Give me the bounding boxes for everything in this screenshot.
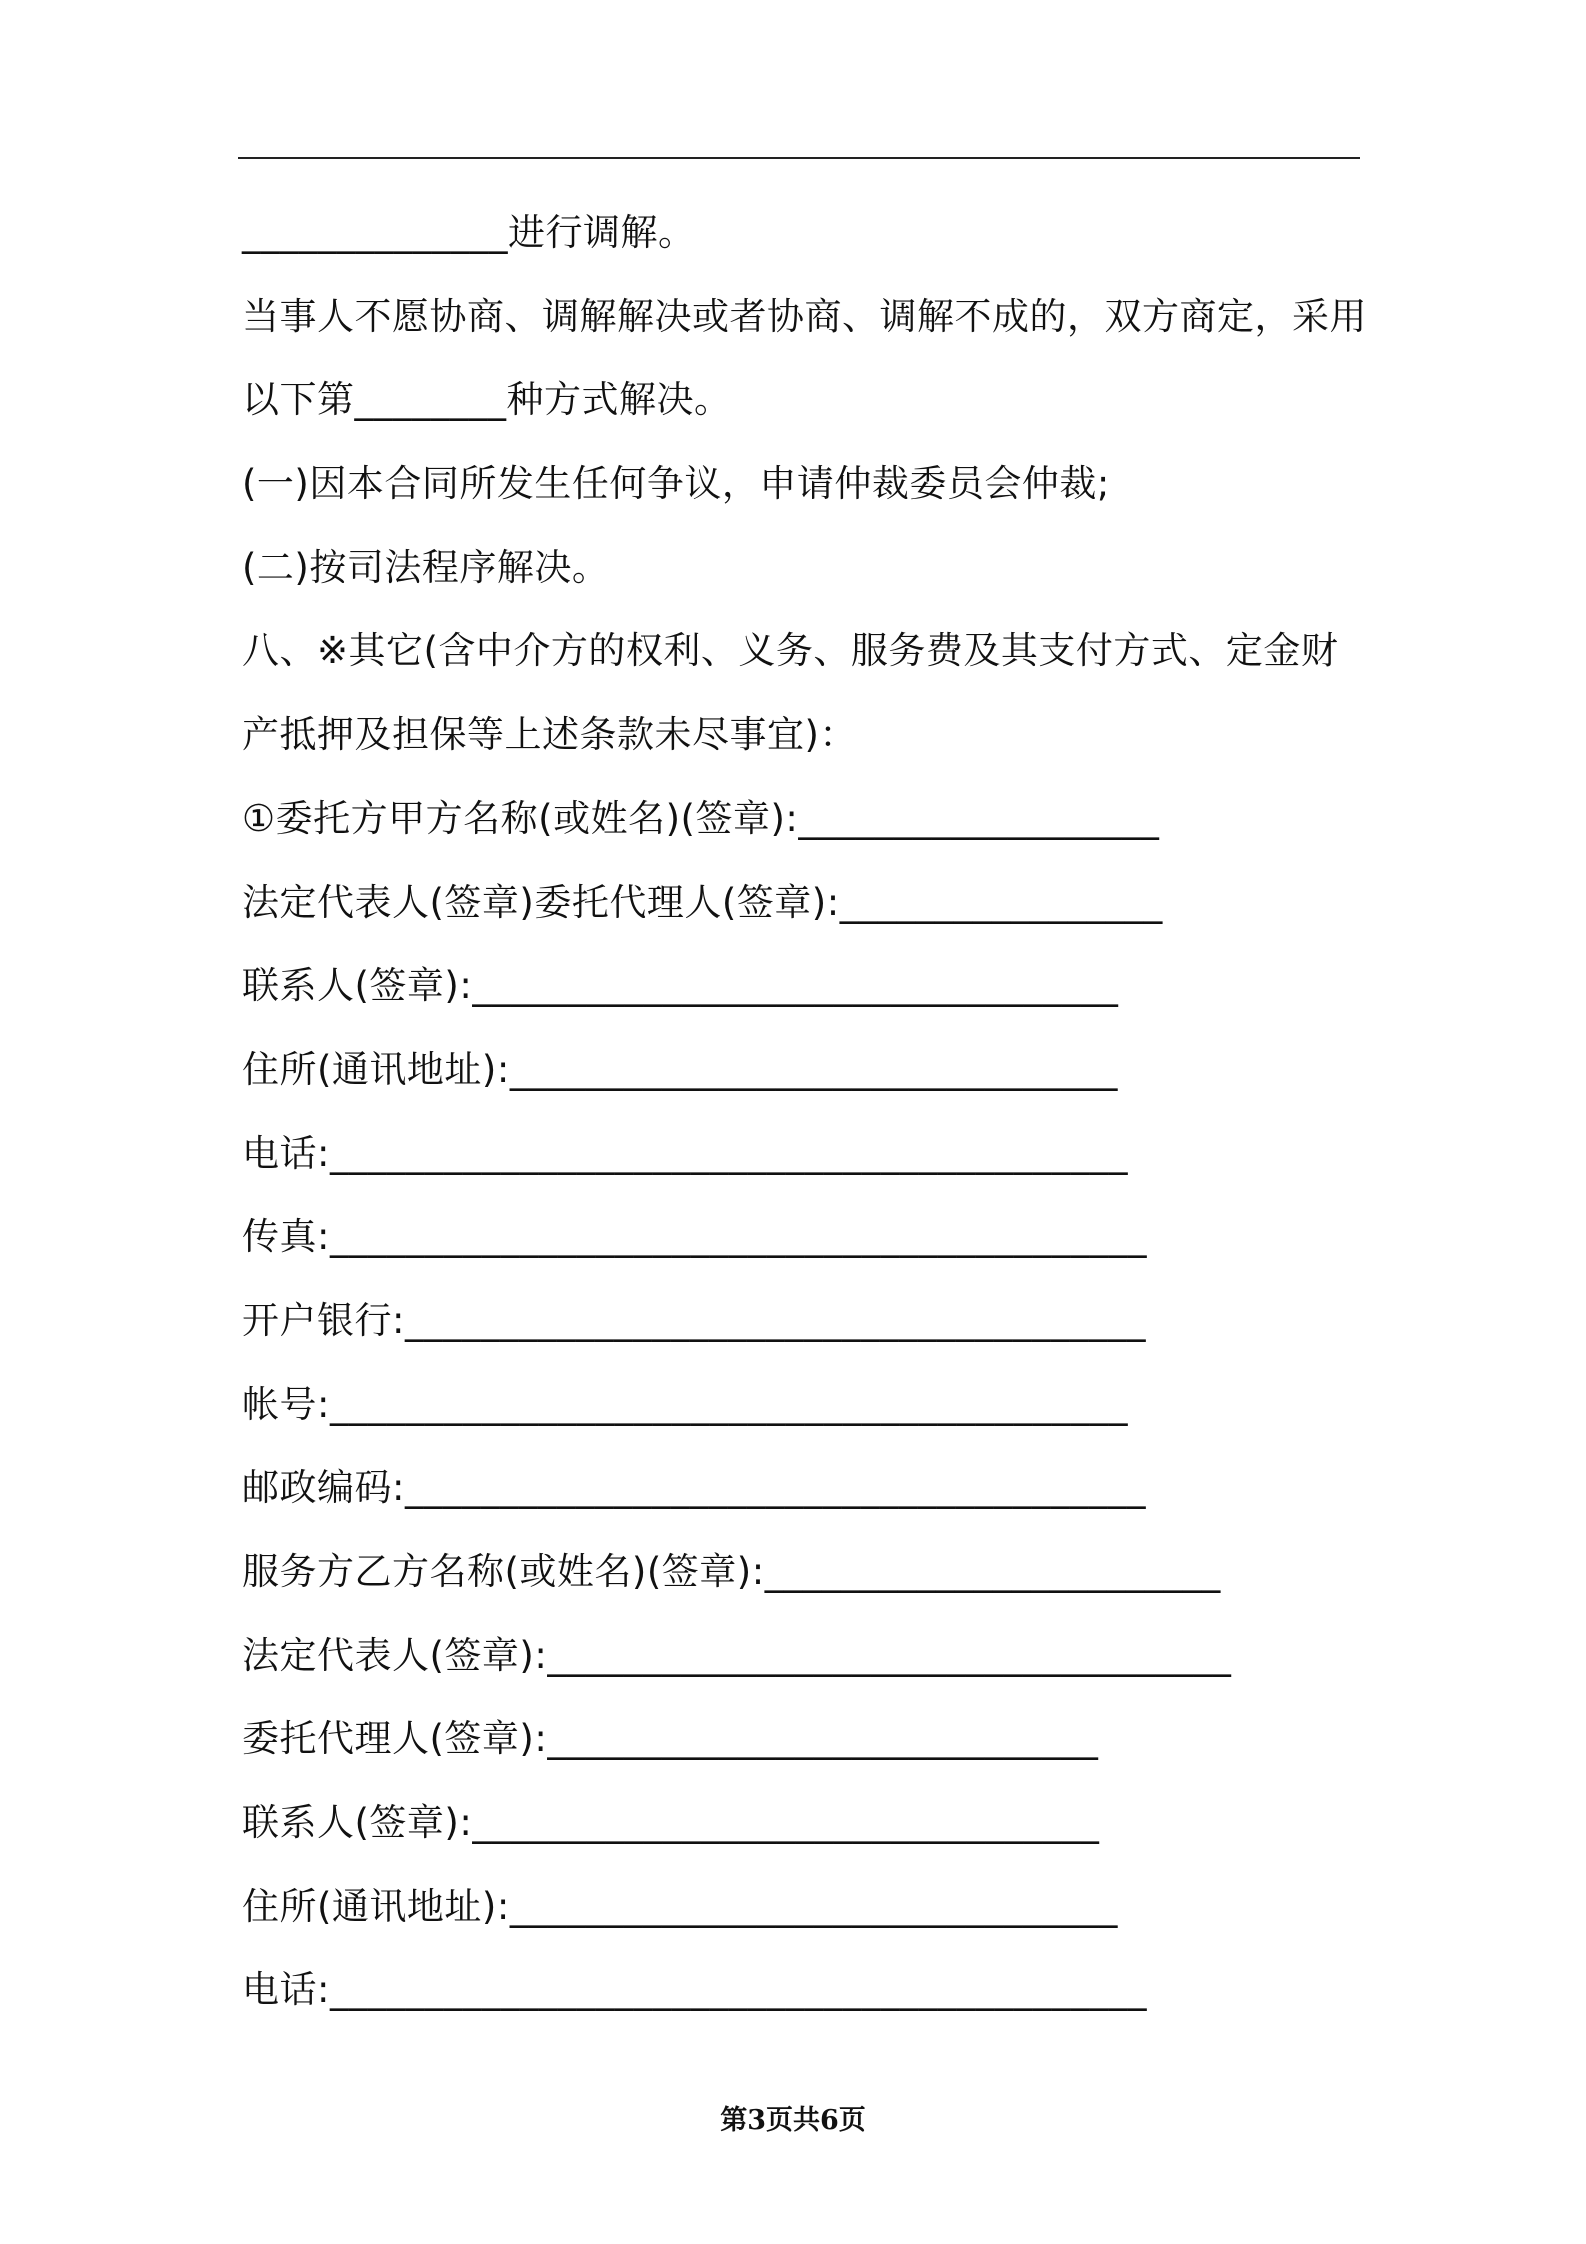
- dispute-option-arbitration: (一)因本合同所发生任何争议，申请仲裁委员会仲裁;: [242, 462, 1110, 506]
- party-b-name-field: 服务方乙方名称(或姓名)(签章):________________________: [242, 1550, 1221, 1593]
- party-b-phone-field: 电话:___________________________________________: [242, 1968, 1147, 2012]
- party-b-address-field: 住所(通讯地址):________________________________: [242, 1884, 1118, 1928]
- party-a-phone-field: 电话:__________________________________________: [242, 1131, 1128, 1175]
- party-a-fax-field: 传真:___________________________________________: [242, 1215, 1147, 1259]
- party-a-postcode-field: 邮政编码:_______________________________________: [242, 1466, 1146, 1510]
- header-rule: [238, 157, 1360, 159]
- party-a-bank-field: 开户银行:_______________________________________: [242, 1298, 1146, 1342]
- dispute-clause-line-2: 以下第________种方式解决。: [242, 378, 732, 422]
- party-a-representative-field: 法定代表人(签章)委托代理人(签章):_________________: [242, 880, 1163, 924]
- document-body: [242, 198, 1367, 2039]
- party-b-agent-field: 委托代理人(签章):_____________________________: [242, 1717, 1099, 1761]
- party-a-contact-field: 联系人(签章):__________________________________: [242, 964, 1119, 1008]
- dispute-option-judicial: (二)按司法程序解决。: [242, 545, 610, 589]
- page-number: 第3页共6页: [720, 2105, 866, 2136]
- party-b-contact-field: 联系人(签章):_________________________________: [242, 1801, 1100, 1845]
- party-b-legal-rep-field: 法定代表人(签章):____________________________________: [242, 1633, 1232, 1677]
- section-8-heading-line-1: 八、※其它(含中介方的权利、义务、服务费及其支付方式、定金财: [242, 629, 1339, 673]
- party-a-account-field: 帐号:__________________________________________: [242, 1382, 1128, 1426]
- party-a-name-field: ①委托方甲方名称(或姓名)(签章):___________________: [242, 796, 1160, 840]
- dispute-clause-line-1: 当事人不愿协商、调解解决或者协商、调解不成的，双方商定，采用: [242, 294, 1367, 338]
- mediation-line: ______________进行调解。: [242, 211, 696, 254]
- section-8-heading-line-2: 产抵押及担保等上述条款未尽事宜)：: [242, 713, 857, 757]
- party-a-address-field: 住所(通讯地址):________________________________: [242, 1047, 1118, 1091]
